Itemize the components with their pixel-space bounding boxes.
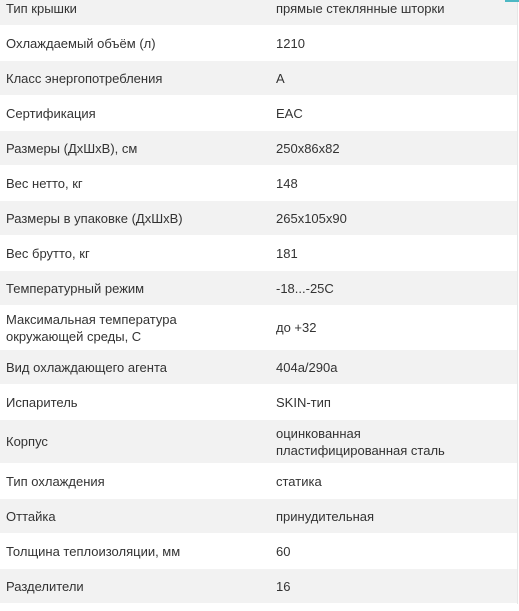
spec-label: Толщина теплоизоляции, мм <box>6 543 181 559</box>
spec-label: Размеры (ДхШхВ), см <box>6 140 138 156</box>
spec-value: оцинкованная пластифицированная сталь <box>276 425 445 458</box>
spec-label: Оттайка <box>6 508 56 524</box>
spec-label: Тип охлаждения <box>6 473 105 489</box>
spec-label: Класс энергопотребления <box>6 70 163 86</box>
spec-row-gross-weight <box>0 236 517 271</box>
spec-row-certification <box>0 96 517 131</box>
spec-row-max-ambient-temperature <box>0 306 517 350</box>
spec-label: Вес брутто, кг <box>6 245 90 261</box>
spec-row-body <box>0 420 517 464</box>
spec-row-cooling-type <box>0 464 517 499</box>
spec-label: Тип крышки <box>6 0 77 16</box>
spec-value: -18...-25C <box>276 280 334 296</box>
spec-row-lid-type <box>0 0 517 26</box>
spec-value: SKIN-тип <box>276 394 331 410</box>
spec-row-cooled-volume <box>0 26 517 61</box>
spec-row-energy-class <box>0 61 517 96</box>
spec-row-insulation-thickness <box>0 534 517 569</box>
spec-row-refrigerant <box>0 350 517 385</box>
spec-label: Корпус <box>6 434 48 449</box>
spec-value: 250x86x82 <box>276 140 340 156</box>
spec-row-temperature-mode <box>0 271 517 306</box>
spec-row-defrost <box>0 499 517 534</box>
spec-value: 265x105x90 <box>276 210 347 226</box>
spec-label: Максимальная температура окружающей среды, С <box>6 311 177 344</box>
spec-label: Охлаждаемый объём (л) <box>6 35 156 51</box>
spec-row-package-dimensions <box>0 201 517 236</box>
spec-value: A <box>276 70 285 86</box>
spec-value: 1210 <box>276 35 305 51</box>
spec-value: прямые стеклянные шторки <box>276 0 445 16</box>
spec-label: Вид охлаждающего агента <box>6 359 168 375</box>
spec-value: статика <box>276 473 322 489</box>
spec-value: 16 <box>276 578 291 594</box>
spec-label: Размеры в упаковке (ДхШхВ) <box>6 210 183 226</box>
accent-line <box>505 0 519 2</box>
spec-row-dividers <box>0 569 517 604</box>
spec-label: Испаритель <box>6 394 78 410</box>
spec-value: принудительная <box>276 508 375 524</box>
spec-label: Разделители <box>6 578 84 594</box>
spec-label: Вес нетто, кг <box>6 175 83 191</box>
spec-row-dimensions <box>0 131 517 166</box>
spec-value: 60 <box>276 543 291 559</box>
spec-value: 181 <box>276 245 298 261</box>
spec-label: Температурный режим <box>6 280 145 296</box>
spec-value: 404а/290а <box>276 359 338 375</box>
spec-value: EAC <box>276 105 303 121</box>
spec-row-net-weight <box>0 166 517 201</box>
spec-label: Сертификация <box>6 105 96 121</box>
spec-value: до +32 <box>276 320 317 335</box>
spec-value: 148 <box>276 175 298 191</box>
spec-row-evaporator <box>0 385 517 420</box>
